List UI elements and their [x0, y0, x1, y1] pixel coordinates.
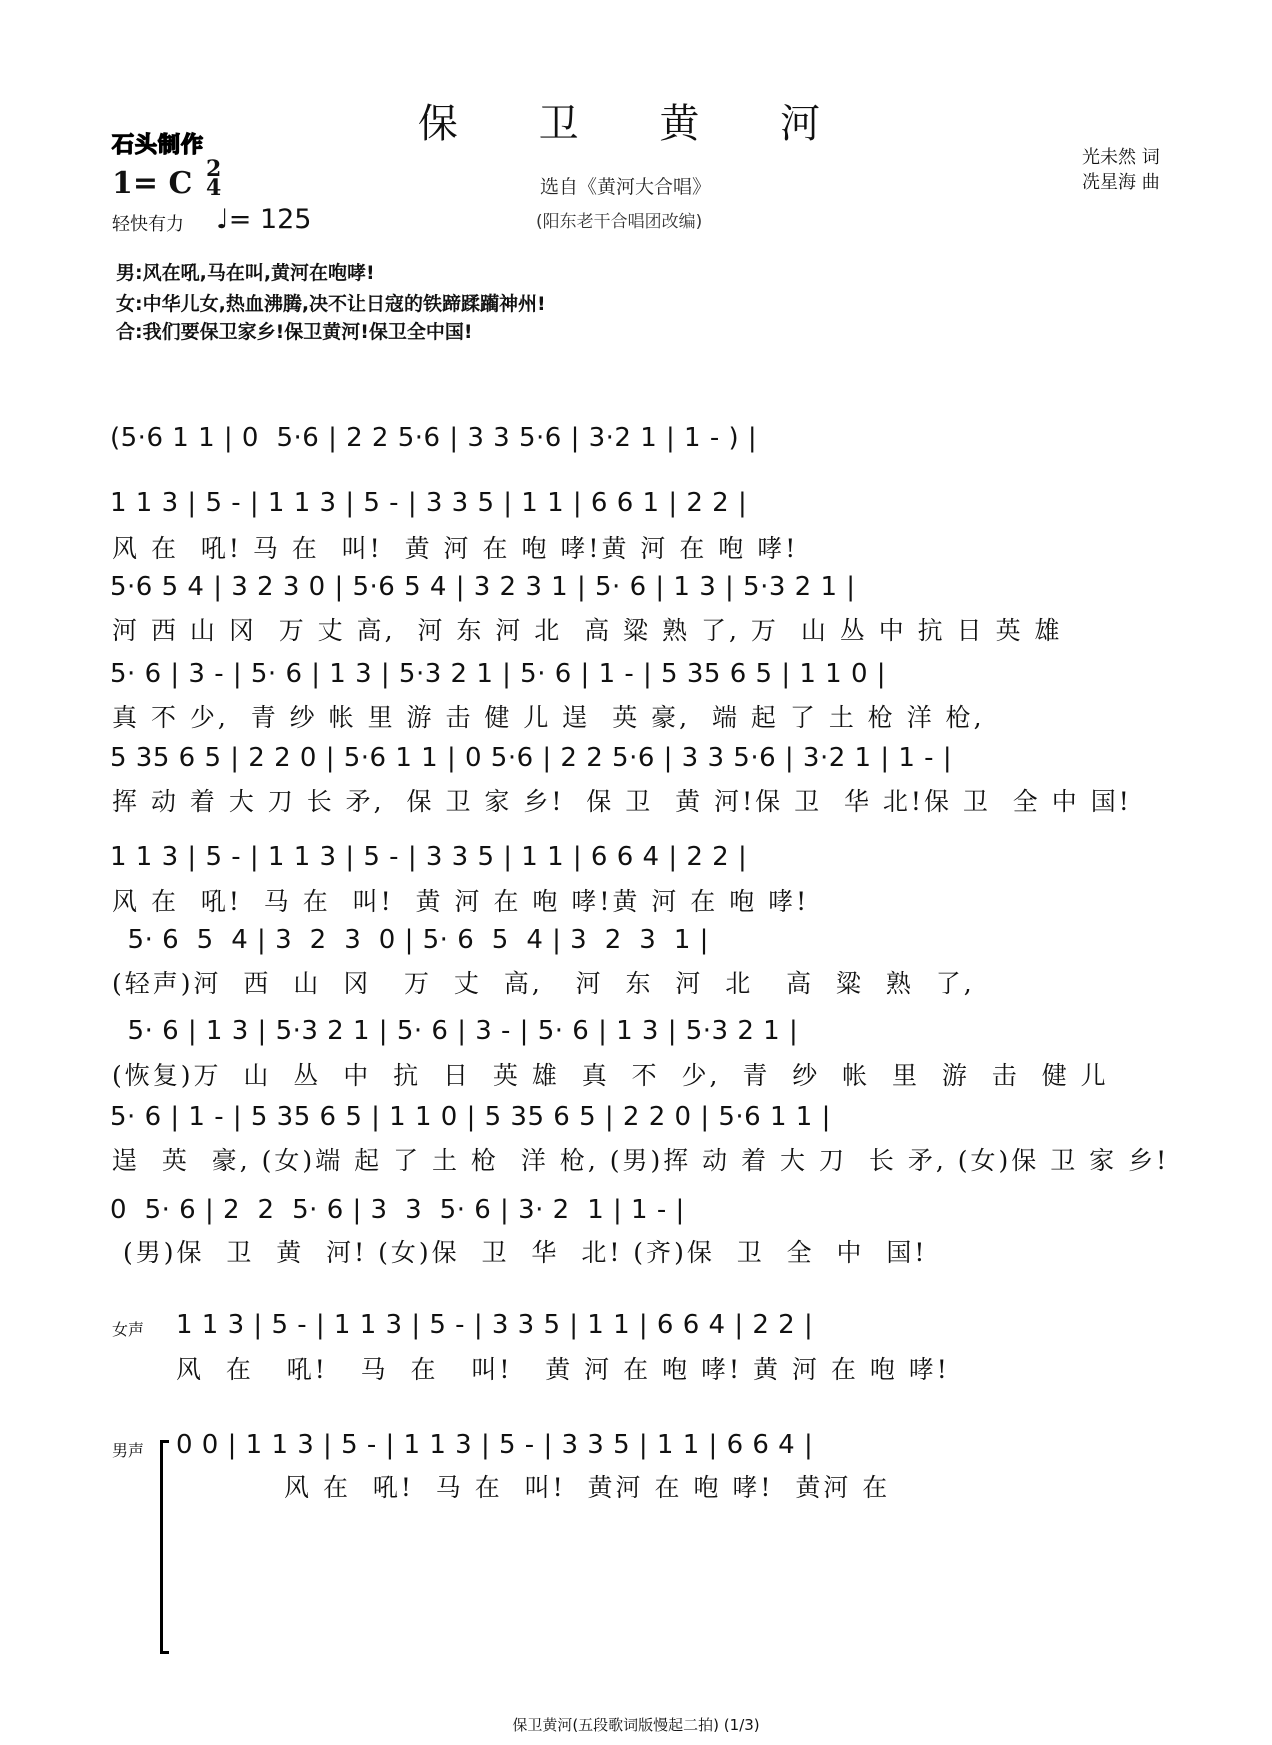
- source-text: 选自《黄河大合唱》: [540, 176, 712, 198]
- composer-credit: 冼星海 曲: [1082, 172, 1160, 193]
- score-line-4-notes: 5· 6 | 3 - | 5· 6 | 1 3 | 5·3 2 1 | 5· 6 | 1 - | 5 35 6 5 | 1 1 0 |: [110, 659, 887, 689]
- intro-line-chorus: 合:我们要保卫家乡!保卫黄河!保卫全中国!: [116, 321, 473, 343]
- tempo-marking: 轻快有力: [112, 214, 184, 235]
- score-line-10-lyrics: (男)保 卫 黄 河! (女)保 卫 华 北! (齐)保 卫 全 中 国!: [112, 1238, 928, 1267]
- intro-line-male: 男:风在吼,马在叫,黄河在咆哮!: [116, 262, 375, 284]
- time-signature-top: 2: [206, 156, 222, 182]
- intro-line-female: 女:中华儿女,热血沸腾,决不让日寇的铁蹄蹂躏神州!: [116, 293, 546, 315]
- lyricist-credit: 光未然 词: [1082, 147, 1160, 168]
- score-line-5-notes: 5 35 6 5 | 2 2 0 | 5·6 1 1 | 0 5·6 | 2 2 5·6 | 3 3 5·6 | 3·2 1 | 1 - |: [110, 743, 953, 773]
- score-line-1-notes: (5·6 1 1 | 0 5·6 | 2 2 5·6 | 3 3 5·6 | 3·2 1 | 1 - ) |: [110, 423, 758, 453]
- score-line-9-notes: 5· 6 | 1 - | 5 35 6 5 | 1 1 0 | 5 35 6 5 | 2 2 0 | 5·6 1 1 |: [110, 1102, 831, 1132]
- key-signature: 1= C: [112, 166, 193, 201]
- male-voice-label: 男声: [112, 1441, 145, 1460]
- score-line-8-notes: 5· 6 | 1 3 | 5·3 2 1 | 5· 6 | 3 - | 5· 6 | 1 3 | 5·3 2 1 |: [110, 1016, 799, 1046]
- time-signature: [206, 156, 222, 201]
- female-voice-label: 女声: [112, 1320, 145, 1339]
- score-line-3-lyrics: 河 西 山 冈 万 丈 高, 河 东 河 北 高 粱 熟 了, 万 山 丛 中 抗 日 英 雄: [112, 616, 1063, 645]
- score-line-6-notes: 1 1 3 | 5 - | 1 1 3 | 5 - | 3 3 5 | 1 1 | 6 6 4 | 2 2 |: [110, 842, 748, 872]
- score-line-6-lyrics: 风 在 吼! 马 在 叫! 黄 河 在 咆 哮!黄 河 在 咆 哮!: [112, 887, 810, 916]
- song-title: 保 卫 黄 河: [417, 101, 855, 147]
- score-line-10-notes: 0 5· 6 | 2 2 5· 6 | 3 3 5· 6 | 3· 2 1 | 1 - |: [110, 1195, 685, 1225]
- score-line-5-lyrics: 挥 动 着 大 刀 长 矛, 保 卫 家 乡! 保 卫 黄 河!保 卫 华 北!保 卫 全 中 国!: [112, 787, 1132, 816]
- maker-logo: 石头制作: [112, 133, 205, 158]
- choir-bracket: [160, 1440, 169, 1654]
- female-voice-notes: 1 1 3 | 5 - | 1 1 3 | 5 - | 3 3 5 | 1 1 | 6 6 4 | 2 2 |: [176, 1310, 814, 1340]
- score-line-7-lyrics: (轻声)河 西 山 冈 万 丈 高, 河 东 河 北 高 粱 熟 了,: [112, 969, 975, 998]
- female-voice-lyrics: 风 在 吼! 马 在 叫! 黄 河 在 咆 哮! 黄 河 在 咆 哮!: [176, 1355, 950, 1384]
- tempo-value: ♩= 125: [216, 204, 312, 235]
- male-voice-notes: 0 0 | 1 1 3 | 5 - | 1 1 3 | 5 - | 3 3 5 | 1 1 | 6 6 4 |: [176, 1430, 814, 1460]
- score-line-2-lyrics: 风 在 吼! 马 在 叫! 黄 河 在 咆 哮!黄 河 在 咆 哮!: [112, 534, 799, 563]
- time-signature-bottom: 4: [206, 175, 222, 201]
- score-line-2-notes: 1 1 3 | 5 - | 1 1 3 | 5 - | 3 3 5 | 1 1 | 6 6 1 | 2 2 |: [110, 488, 748, 518]
- male-voice-lyrics: 风 在 吼! 马 在 叫! 黄河 在 咆 哮! 黄河 在: [284, 1473, 891, 1502]
- score-line-7-notes: 5· 6 5 4 | 3 2 3 0 | 5· 6 5 4 | 3 2 3 1 |: [110, 925, 709, 955]
- score-line-9-lyrics: 逞 英 豪, (女)端 起 了 土 枪 洋 枪, (男)挥 动 着 大 刀 长 矛, (女)保 卫 家 乡!: [112, 1146, 1170, 1175]
- adaptation-text: (阳东老干合唱团改编): [536, 212, 703, 232]
- score-line-8-lyrics: (恢复)万 山 丛 中 抗 日 英 雄 真 不 少, 青 纱 帐 里 游 击 健 儿: [112, 1061, 1109, 1090]
- score-line-4-lyrics: 真 不 少, 青 纱 帐 里 游 击 健 儿 逞 英 豪, 端 起 了 土 枪 洋 枪,: [112, 703, 985, 732]
- score-line-3-notes: 5·6 5 4 | 3 2 3 0 | 5·6 5 4 | 3 2 3 1 | 5· 6 | 1 3 | 5·3 2 1 |: [110, 572, 856, 602]
- page-footer: 保卫黄河(五段歌词版慢起二拍) (1/3): [512, 1716, 760, 1734]
